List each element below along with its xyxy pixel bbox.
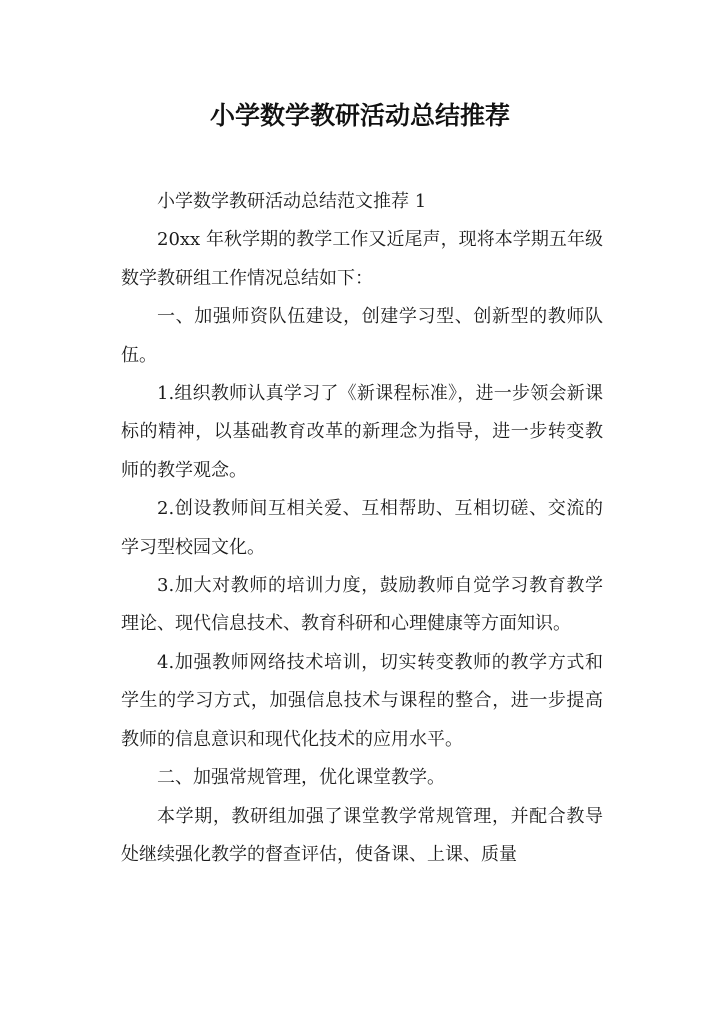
document-title: 小学数学教研活动总结推荐 [209,101,510,130]
paragraph-heading: 小学数学教研活动总结范文推荐 1 [157,191,427,212]
paragraph-item-2: 2.创设教师间互相关爱、互相帮助、互相切磋、交流的学习型校园文化。 [121,498,603,558]
paragraph-item-3: 3.加大对教师的培训力度，鼓励教师自觉学习教育教学理论、现代信息技术、教育科研和心理健康等方面知识。 [121,575,603,635]
paragraph-section-2: 二、加强常规管理，优化课堂教学。 [157,767,445,789]
paragraph-item-4: 4.加强教师网络技术培训，切实转变教师的教学方式和学生的学习方式，加强信息技术与课程的整合，进一步提高教师的信息意识和现代化技术的应用水平。 [121,651,603,750]
paragraph-intro: 20xx 年秋学期的教学工作又近尾声，现将本学期五年级数学教研组工作情况总结如下： [121,229,603,289]
paragraph-body: 本学期，教研组加强了课堂教学常规管理，并配合教导处继续强化教学的督查评估，使备课、上课、质量 [121,805,603,865]
document-body [121,183,603,874]
paragraph-item-1: 1.组织教师认真学习了《新课程标准》，进一步领会新课标的精神，以基础教育改革的新理念为指导，进一步转变教师的教学观念。 [121,383,603,481]
paragraph-section-1: 一、加强师资队伍建设，创建学习型、创新型的教师队伍。 [121,306,603,366]
